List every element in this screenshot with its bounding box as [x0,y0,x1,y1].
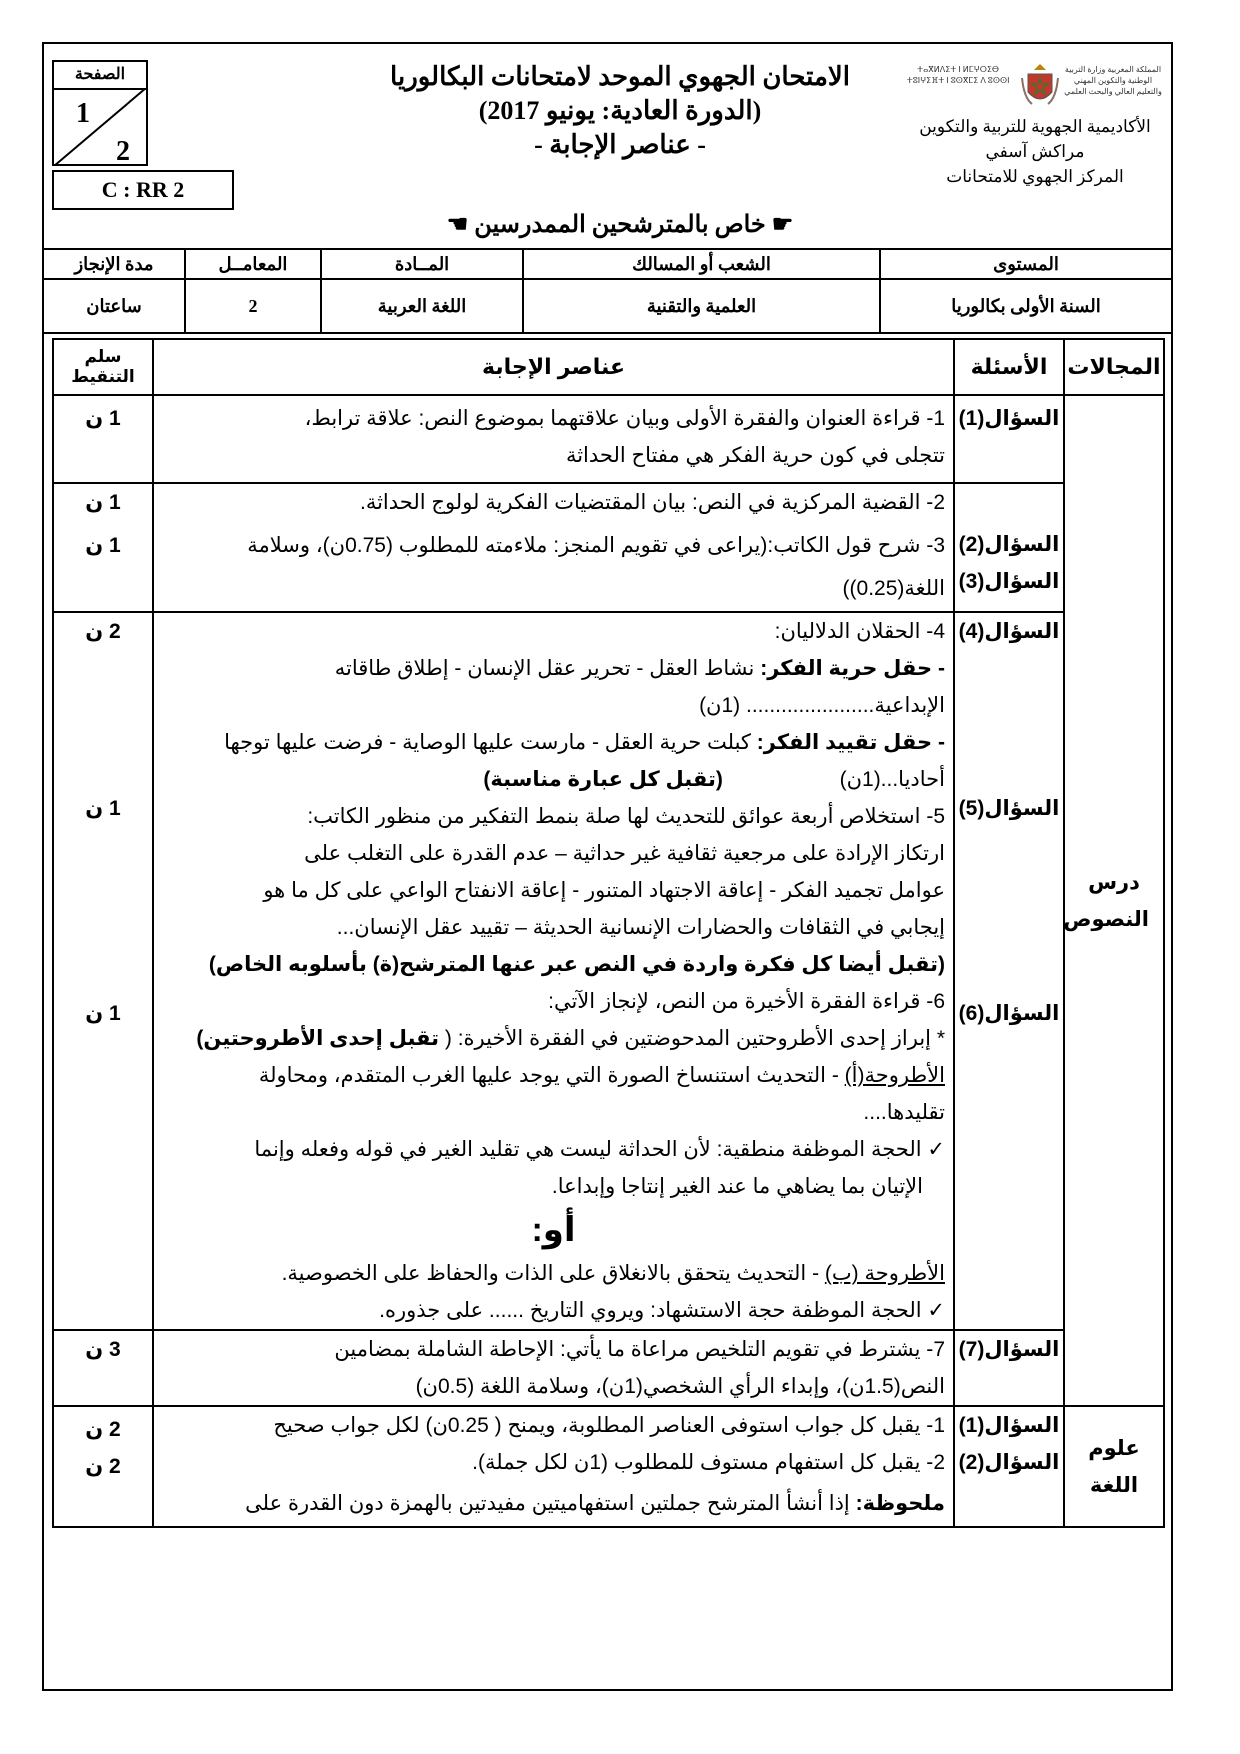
answer-5-accept: (تقبل أيضا كل فكرة واردة في النص عبر عنها المترشح(ة) بأسلوبه الخاص) [208,953,945,976]
exam-center: المركز الجهوي للامتحانات [946,167,1124,186]
page-total: 2 [116,136,130,167]
answer-4-field-2: - حقل تقييد الفكر: كبلت حرية العقل - مارست عليها الوصاية - فرضت عليها توجها [224,731,945,754]
points-2-3 [53,483,153,612]
question-4: السؤال(4) [958,620,1060,643]
language-note: ملحوظة: إذا أنشأ المترشح جملتين استفهاميتين مفيدتين بالهمزة دون القدرة على [245,1492,945,1515]
meta-coef: 2 [185,279,321,333]
answer-6-thesis-b: الأطروحة (ب) - التحديث يتحقق بالانغلاق على الذات والحفاظ على الخصوصية. [281,1262,945,1285]
points-4: 2 ن [85,620,121,643]
academy-name [915,114,1155,189]
academy-city: مراكش آسفي [985,142,1085,161]
col-scale: سلم التنقيط [53,339,153,395]
answers-table [52,338,1165,1528]
language-answer-2: 2- يقبل كل استفهام مستوف للمطلوب (1ن لكل جملة). [472,1451,945,1474]
meta-header-stream: الشعب أو المسالك [523,249,880,279]
answer-4-field-2-cont: أحاديا...(1ن) (تقبل كل عبارة مناسبة) [483,768,945,791]
language-points [53,1406,153,1527]
answer-6-line-1: 6- قراءة الفقرة الأخيرة من النص، لإنجاز الآتي: [548,990,945,1013]
col-answers: عناصر الإجابة [153,339,954,395]
answers-4-6 [153,612,954,1330]
meta-duration: ساعتان [43,279,185,333]
answer-6-thesis-a: الأطروحة(أ) - التحديث استنساخ الصورة التي يوجد عليها الغرب المتقدم، ومحاولة [258,1064,945,1087]
points-4-6 [53,612,153,1330]
points-3: 1 ن [85,534,121,557]
logo-arabic-small: المملكة المغربية وزارة التربية الوطنية والتكوين المهني والتعليم العالي والبحث العلمي [1064,65,1162,96]
answer-3-line-2: اللغة(0.25)) [842,577,945,600]
answer-5-line-1: 5- استخلاص أربعة عوائق للتحديث لها صلة بنمط التفكير من منظور الكاتب: [307,805,945,828]
coat-of-arms-icon [1020,62,1060,110]
answer-5-line-2: ارتكاز الإرادة على مرجعية ثقافية غير حداثية – عدم القدرة على التغلب على [304,842,945,865]
answer-6-or: أو: [531,1211,576,1249]
meta-stream: العلمية والتقنية [523,279,880,333]
academy-logo [895,62,1165,192]
language-answers [153,1406,954,1527]
points-2: 1 ن [85,491,121,514]
question-3: السؤال(3) [958,570,1060,593]
page-number-box [52,60,148,166]
header-line-2: (الدورة العادية: يونيو 2017) [478,96,762,125]
questions-4-6 [954,612,1064,1330]
question-5: السؤال(5) [958,797,1060,820]
answer-4-field-1: - حقل حرية الفكر: نشاط العقل - تحرير عقل الإنسان - إطلاق طاقاته [334,657,945,680]
question-6: السؤال(6) [958,1002,1060,1025]
language-answer-1: 1- يقبل كل جواب استوفى العناصر المطلوبة، ويمنح ( 0.25ن) لكل جواب صحيح [273,1414,945,1437]
answer-7 [153,1330,954,1406]
answers-2-3 [153,483,954,612]
answer-6-arg-b: ✓ الحجة الموظفة حجة الاستشهاد: ويروي التاريخ ...... على جذوره. [379,1299,945,1322]
question-7: السؤال(7) [954,1330,1064,1406]
header-line-1: الامتحان الجهوي الموحد لامتحانات البكالوريا [390,62,850,91]
meta-header-subject: المــادة [321,249,523,279]
language-points-2: 2 ن [85,1455,121,1478]
answer-4-field-1-cont: الإبداعية...................... (1ن) [699,694,945,717]
meta-level: السنة الأولى بكالوريا [880,279,1172,333]
page-current: 1 [76,98,90,129]
academy-title: الأكاديمية الجهوية للتربية والتكوين [919,117,1151,136]
answer-1-line-1: 1- قراءة العنوان والفقرة الأولى وبيان علاقتهما بموضوع النص: علاقة ترابط، [304,407,945,430]
answer-7-line-2: النص(1.5ن)، وإبداء الرأي الشخصي(1ن)، وسلامة اللغة (0.5ن) [415,1375,945,1398]
answer-7-line-1: 7- يشترط في تقويم التلخيص مراعاة ما يأتي: الإحاطة الشاملة بمضامين [334,1338,945,1361]
points-7: 3 ن [53,1330,153,1406]
language-question-2: السؤال(2) [958,1451,1060,1474]
language-questions [954,1406,1064,1527]
meta-header-level: المستوى [880,249,1172,279]
meta-header-coef: المعامــل [185,249,321,279]
page-label: الصفحة [54,64,146,90]
answer-6-arg-a-line-1: ✓ الحجة الموظفة منطقية: لأن الحداثة ليست هي تقليد الغير في قوله وفعله وإنما [254,1138,945,1161]
answer-5-line-4: إيجابي في الثقافات والحضارات الإنسانية الحديثة – تقييد عقل الإنسان... [336,916,945,939]
col-domains: المجالات [1064,339,1164,395]
candidates-note: ☚ خاص بالمترشحين الممدرسين ☛ [446,212,794,238]
answer-2: 2- القضية المركزية في النص: بيان المقتضيات الفكرية لولوج الحداثة. [359,491,945,514]
meta-header-duration: مدة الإنجاز [43,249,185,279]
question-1: السؤال(1) [954,395,1064,483]
exam-meta-table [42,248,1173,334]
language-points-1: 2 ن [85,1418,121,1441]
questions-2-3 [954,483,1064,612]
header-line-3: - عناصر الإجابة - [534,130,706,159]
page-divider-icon [54,88,146,166]
logo-tifinagh-text: ⵜⴰⴳⵍⴷⵉⵜ ⵏ ⵍⵎⵖⵔⵉⴱ ⵜⵓⵏⵖⵉⴼⵜ ⵏ ⵓⵙⴳⵎⵉ ⴷ ⵓⵙⵙⵏ [906,65,1010,85]
answer-5-line-3: عوامل تجميد الفكر - إعاقة الاجتهاد المتنور - إعاقة الانفتاح الواعي على كل ما هو [263,879,945,902]
col-questions: الأسئلة [954,339,1064,395]
domain-texts: درس النصوص [1064,395,1164,1406]
answer-6-line-2: * إبراز إحدى الأطروحتين المدحوضتين في الفقرة الأخيرة: ( تقبل إحدى الأطروحتين) [196,1027,945,1050]
domain-language: علوم اللغة [1064,1406,1164,1527]
question-2: السؤال(2) [958,533,1060,556]
answer-1 [153,395,954,483]
points-1: 1 ن [53,395,153,483]
answer-6-arg-a-line-2: الإتيان بما يضاهي ما عند الغير إنتاجا وإبداعا. [551,1175,923,1198]
answer-1-line-2: تتجلى في كون حرية الفكر هي مفتاح الحداثة [565,444,945,467]
points-6: 1 ن [85,1002,121,1025]
language-question-1: السؤال(1) [958,1414,1060,1437]
answer-6-thesis-a-cont: تقليدها.... [863,1101,945,1124]
exam-header [380,60,860,162]
answer-3-line-1: 3- شرح قول الكاتب:(يراعى في تقويم المنجز: ملاءمته للمطلوب (0.75ن)، وسلامة [247,534,945,557]
meta-subject: اللغة العربية [321,279,523,333]
answer-4-title: 4- الحقلان الدلاليان: [774,620,945,643]
exam-code: C : RR 2 [52,170,234,210]
points-5: 1 ن [85,797,121,820]
